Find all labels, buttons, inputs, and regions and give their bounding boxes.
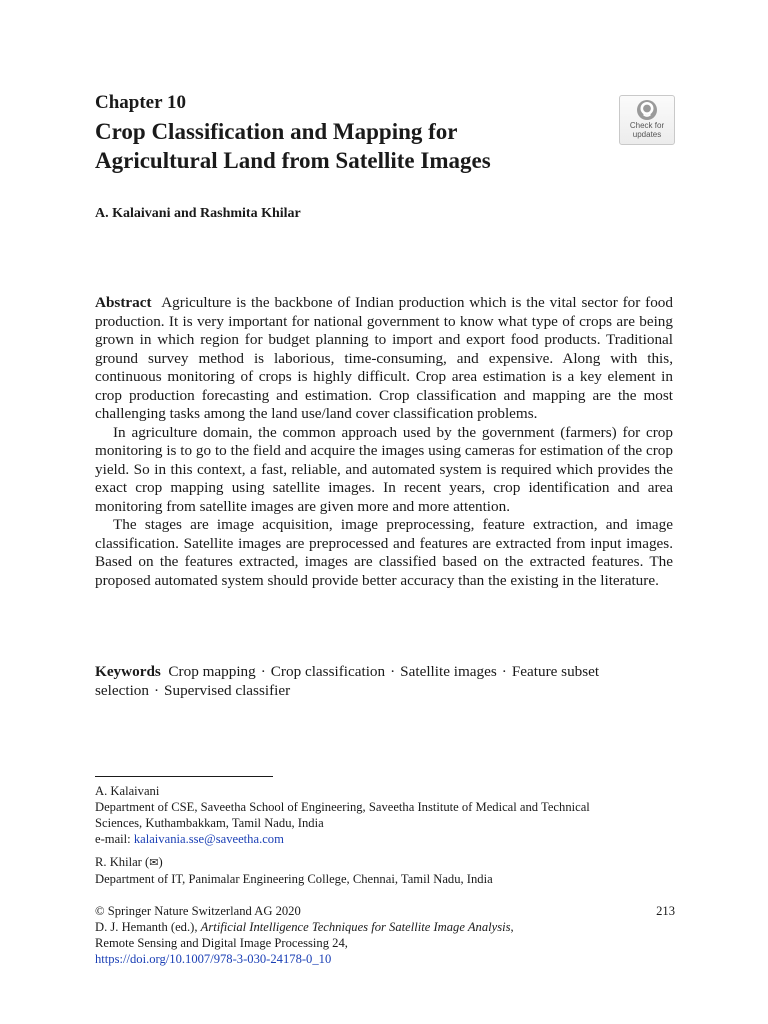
author1-name: A. Kalaivani xyxy=(95,784,160,798)
author2-name: R. Khilar xyxy=(95,855,142,869)
keyword-separator: · xyxy=(153,681,160,699)
keyword-separator: · xyxy=(390,663,396,680)
book-title: Artificial Intelligence Techniques for Satellite Image Analysis xyxy=(200,920,511,934)
copyright-block xyxy=(95,903,675,967)
badge-text-line2: updates xyxy=(632,130,662,139)
author1-email-link[interactable]: kalaivania.sse@saveetha.com xyxy=(133,832,284,846)
author2-footnote xyxy=(95,854,675,887)
abstract-paragraph-1 xyxy=(95,294,673,424)
check-for-updates-badge[interactable] xyxy=(619,95,675,145)
author2-affiliation: Department of IT, Panimalar Engineering College, Chennai, Tamil Nadu, India xyxy=(95,872,493,886)
author-list: A. Kalaivani and Rashmita Khilar xyxy=(95,206,301,221)
chapter-title-line2: Agricultural Land from Satellite Images xyxy=(95,148,491,173)
keywords-heading: Keywords xyxy=(95,663,161,680)
check-for-updates-icon xyxy=(636,99,658,121)
keyword-item: Crop mapping xyxy=(168,663,256,680)
keyword-item: Satellite images xyxy=(400,663,497,680)
chapter-title-line1: Crop Classification and Mapping for xyxy=(95,119,458,144)
author2-name-row: R. Khilar (✉) xyxy=(95,855,163,869)
badge-text-line1: Check for xyxy=(629,121,665,130)
abstract-paragraph-2: In agriculture domain, the common approach used by the government (farmers) for crop monitoring is to go to the field and acquire the images using cameras for estimation of the crop yield. So in this context, a fast, reliable, and automated system is required which provides the exact crop mapping using satellite images. In recent years, crop identification and area monitoring from satellite images are given more and more attention. xyxy=(95,423,673,515)
doi-link[interactable]: https://doi.org/10.1007/978-3-030-24178-0_10 xyxy=(95,952,332,966)
citation-line xyxy=(95,919,675,935)
keyword-separator: · xyxy=(260,663,266,680)
author1-affiliation-line2: Sciences, Kuthambakkam, Tamil Nadu, India xyxy=(95,816,324,830)
series-line: Remote Sensing and Digital Image Processing 24, xyxy=(95,936,348,950)
envelope-icon: ✉ xyxy=(149,857,159,869)
abstract-paragraph-3: The stages are image acquisition, image preprocessing, feature extraction, and image classification. Satellite images are preprocessed and features are extracted from input images. Based on the features extracted, images are classified based on the extracted features. The proposed automated system should provide better accuracy than the existing in the literature. xyxy=(95,516,673,589)
author1-affiliation-line1: Department of CSE, Saveetha School of Engineering, Saveetha Institute of Medical and Technical xyxy=(95,800,590,814)
keyword-item: Supervised classifier xyxy=(164,681,291,699)
copyright-line: © Springer Nature Switzerland AG 2020 xyxy=(95,904,301,918)
keyword-item: Crop classification xyxy=(270,663,386,680)
keyword-separator: · xyxy=(501,663,507,680)
keyword-item: Feature subset selection xyxy=(95,663,600,699)
abstract-text-1: Agriculture is the backbone of Indian production which is the vital sector for food production. It is very important for national government to know what type of crops are being grown in which region for budget planning to import and export food products. Traditional ground survey method is laborious, time-consuming, and expensive. Along with this, continuous monitoring of crops is highly difficult. Crop area estimation is a key element in crop production forecasting and estimation. Crop classification and mapping are the most challenging tasks among the land use/land cover classification problems. xyxy=(95,294,673,422)
author-footnotes xyxy=(95,783,675,894)
book-title-suffix: , xyxy=(510,920,514,934)
page-number: 213 xyxy=(656,904,675,918)
footnote-divider xyxy=(95,776,273,777)
keywords xyxy=(95,663,673,700)
editor: D. J. Hemanth (ed.), xyxy=(95,920,198,934)
author1-email-row xyxy=(95,831,675,847)
chapter-title xyxy=(95,117,615,175)
email-label: e-mail: xyxy=(95,832,131,846)
abstract xyxy=(95,294,673,590)
chapter-label: Chapter 10 xyxy=(95,92,186,113)
author1-footnote xyxy=(95,783,675,847)
abstract-heading: Abstract xyxy=(95,294,152,311)
